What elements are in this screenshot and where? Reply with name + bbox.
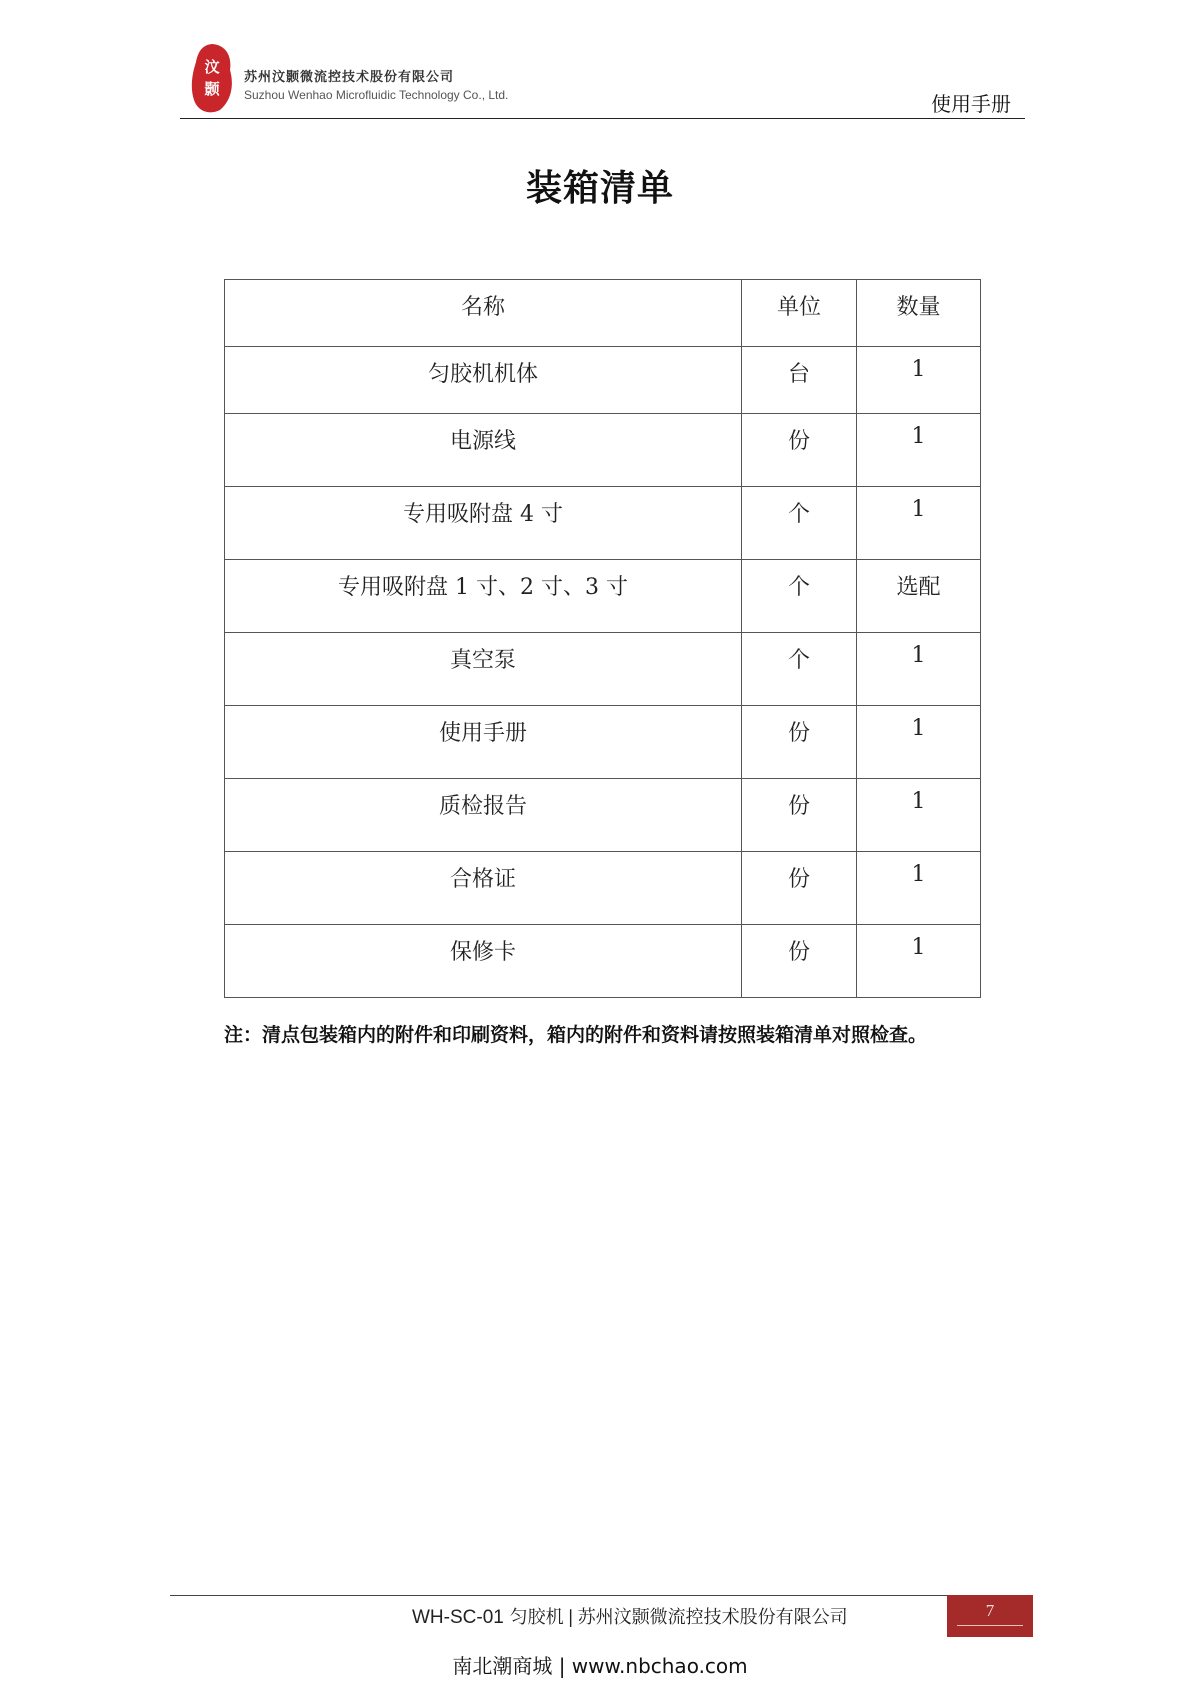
- table-row: [225, 925, 981, 998]
- logo-seal-icon: [188, 42, 236, 114]
- footer-divider: [170, 1595, 1032, 1596]
- packing-list-table: [224, 279, 981, 998]
- item-unit: 个: [742, 633, 857, 706]
- item-quantity: 选配: [857, 560, 981, 633]
- item-quantity: 1: [857, 925, 981, 998]
- item-name: 使用手册: [225, 706, 742, 779]
- page-number-box: [947, 1595, 1033, 1637]
- item-quantity: 1: [857, 852, 981, 925]
- table-row: [225, 347, 981, 414]
- column-header-unit: 单位: [742, 280, 857, 347]
- page-number-underline: [957, 1625, 1023, 1626]
- table-row: [225, 779, 981, 852]
- item-name: 保修卡: [225, 925, 742, 998]
- item-quantity: 1: [857, 706, 981, 779]
- item-name: 匀胶机机体: [225, 347, 742, 414]
- item-quantity: 1: [857, 414, 981, 487]
- site-watermark: 南北潮商城 | www.nbchao.com: [452, 1654, 748, 1678]
- table-row: [225, 487, 981, 560]
- company-name-en: Suzhou Wenhao Microfluidic Technology Co., Ltd.: [244, 88, 509, 102]
- footer-product: 匀胶机: [509, 1607, 564, 1628]
- item-name: 真空泵: [225, 633, 742, 706]
- company-name-cn: 苏州汶颢微流控技术股份有限公司: [244, 70, 455, 85]
- item-unit: 个: [742, 560, 857, 633]
- item-unit: 份: [742, 925, 857, 998]
- column-header-quantity: 数量: [857, 280, 981, 347]
- item-unit: 个: [742, 487, 857, 560]
- column-header-name: 名称: [225, 280, 742, 347]
- page-title: 装箱清单: [525, 168, 674, 209]
- footer-model: WH-SC-01: [412, 1607, 504, 1628]
- item-quantity: 1: [857, 633, 981, 706]
- page-number: 7: [985, 1601, 995, 1620]
- item-unit: 份: [742, 779, 857, 852]
- item-name: 合格证: [225, 852, 742, 925]
- table-row: [225, 706, 981, 779]
- item-unit: 台: [742, 347, 857, 414]
- item-unit: 份: [742, 852, 857, 925]
- table-row: [225, 414, 981, 487]
- svg-text:汶: 汶: [204, 58, 220, 76]
- item-unit: 份: [742, 706, 857, 779]
- item-quantity: 1: [857, 779, 981, 852]
- manual-label: 使用手册: [931, 92, 1011, 116]
- page-footer: [412, 1603, 848, 1629]
- footer-company: 苏州汶颢微流控技术股份有限公司: [577, 1607, 848, 1628]
- svg-text:颢: 颢: [204, 80, 220, 98]
- inspection-note: 注：清点包装箱内的附件和印刷资料，箱内的附件和资料请按照装箱清单对照检查。: [224, 1024, 928, 1046]
- item-quantity: 1: [857, 347, 981, 414]
- item-name: 专用吸附盘 4 寸: [225, 487, 742, 560]
- table-header-row: [225, 280, 981, 347]
- page-header: [180, 36, 1025, 119]
- item-unit: 份: [742, 414, 857, 487]
- item-name: 质检报告: [225, 779, 742, 852]
- item-quantity: 1: [857, 487, 981, 560]
- table-row: [225, 633, 981, 706]
- item-name: 电源线: [225, 414, 742, 487]
- table-row: [225, 852, 981, 925]
- footer-separator: |: [567, 1607, 574, 1628]
- company-logo: [188, 42, 236, 114]
- table-row: [225, 560, 981, 633]
- item-name: 专用吸附盘 1 寸、2 寸、3 寸: [225, 560, 742, 633]
